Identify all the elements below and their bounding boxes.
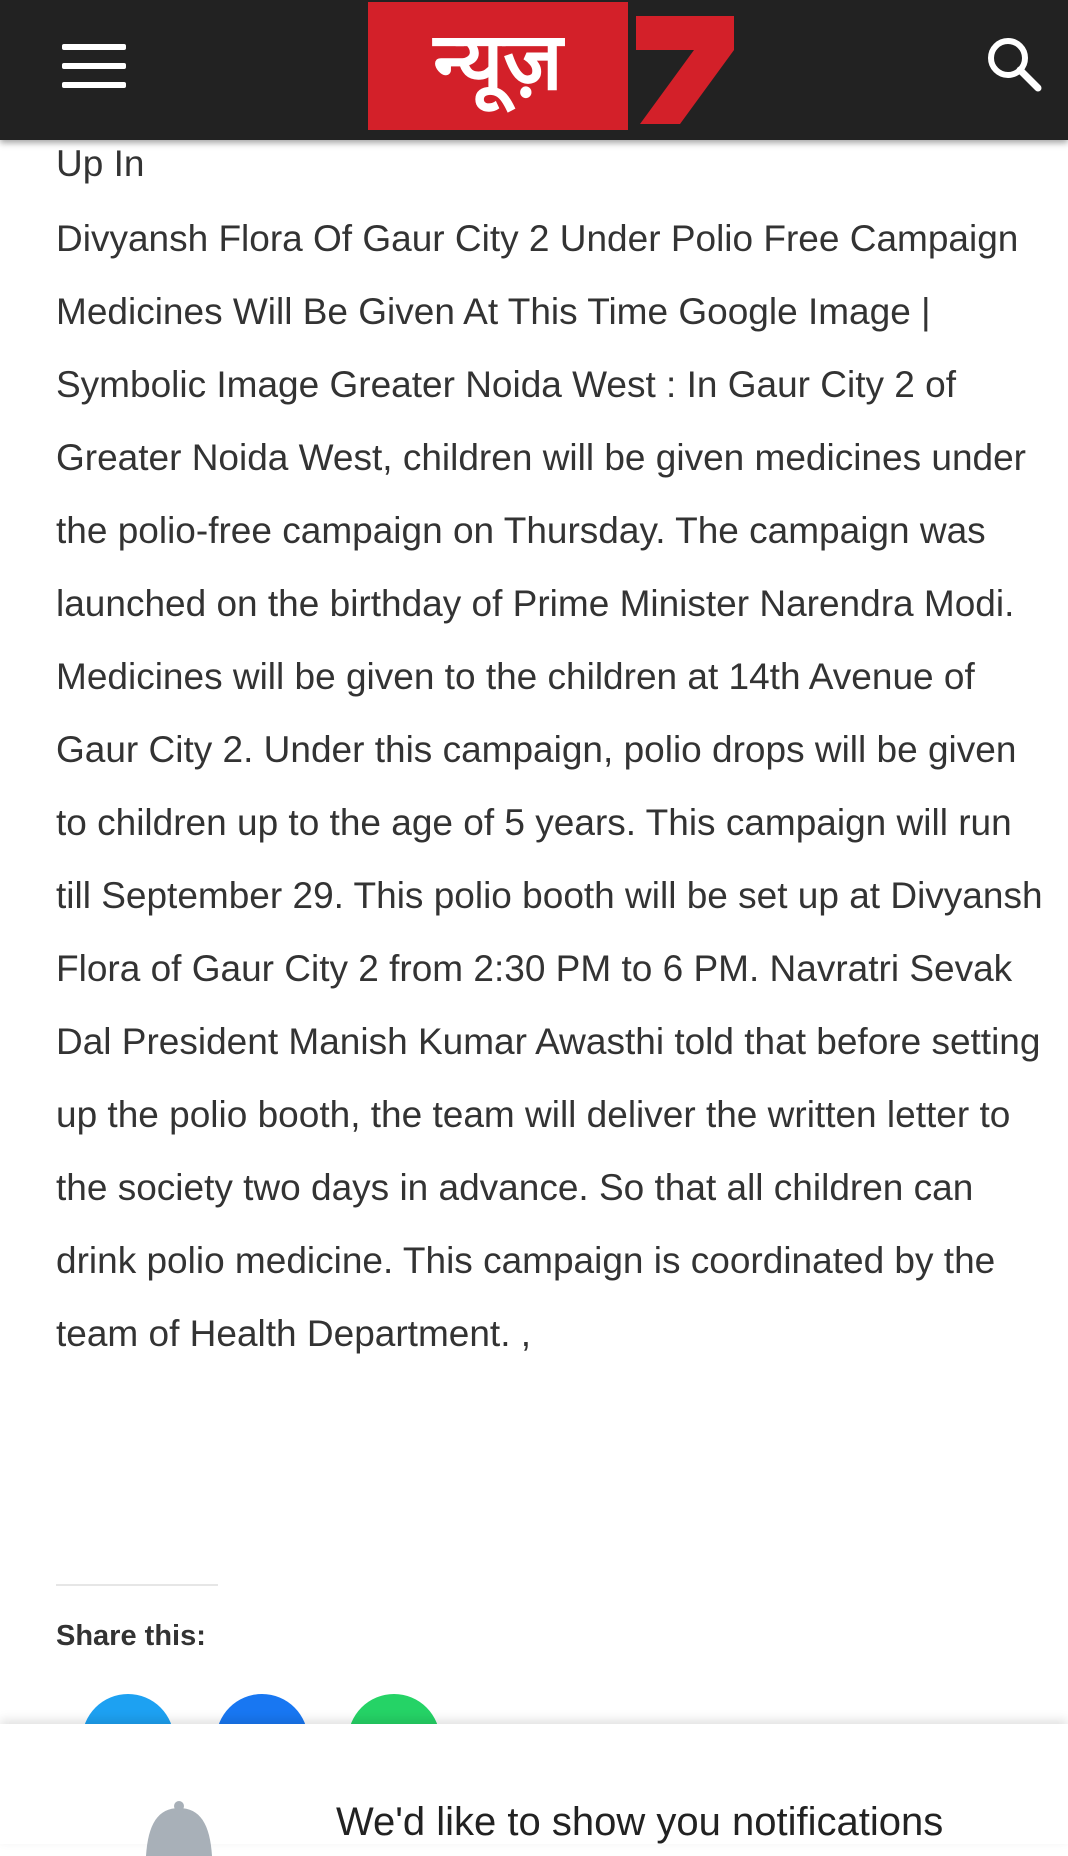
logo-seven-icon [618, 2, 738, 130]
share-label: Share this: [56, 1620, 206, 1652]
bell-icon [136, 1796, 222, 1856]
article-content [56, 140, 1046, 1370]
logo-box [368, 2, 628, 130]
article-body: Divyansh Flora Of Gaur City 2 Under Polio Free Campaign Medicines Will Be Given At This Time Google Image | Symbolic Image Greater Noida West : In Gaur City 2 of Greater Noida West, children will be given medicines under the polio-free campaign on Thursday. The campaign was launched on the birthday of Prime Minister Narendra Modi. Medicines will be given to the children at 14th Avenue of Gaur City 2. Under this campaign, polio drops will be given to children up to the age of 5 years. This campaign will run till September 29. This polio booth will be set up at Divyansh Flora of Gaur City 2 from 2:30 PM to 6 PM. Navratri Sevak Dal President Manish Kumar Awasthi told that before setting up the polio booth, the team will deliver the written letter to the society two days in advance. So that all children can drink polio medicine. This campaign is coordinated by the team of Health Department. , [56, 218, 1043, 1354]
hamburger-menu-icon[interactable] [58, 38, 130, 94]
article-title-tail: Up In [56, 143, 145, 184]
site-logo[interactable] [368, 0, 738, 132]
search-icon[interactable] [982, 32, 1046, 96]
top-bar [0, 0, 1068, 140]
share-divider [56, 1584, 218, 1586]
notification-message: We'd like to show you notifications [336, 1800, 944, 1844]
logo-text: न्यूज़ [433, 15, 563, 108]
notification-prompt [0, 1724, 1068, 1844]
